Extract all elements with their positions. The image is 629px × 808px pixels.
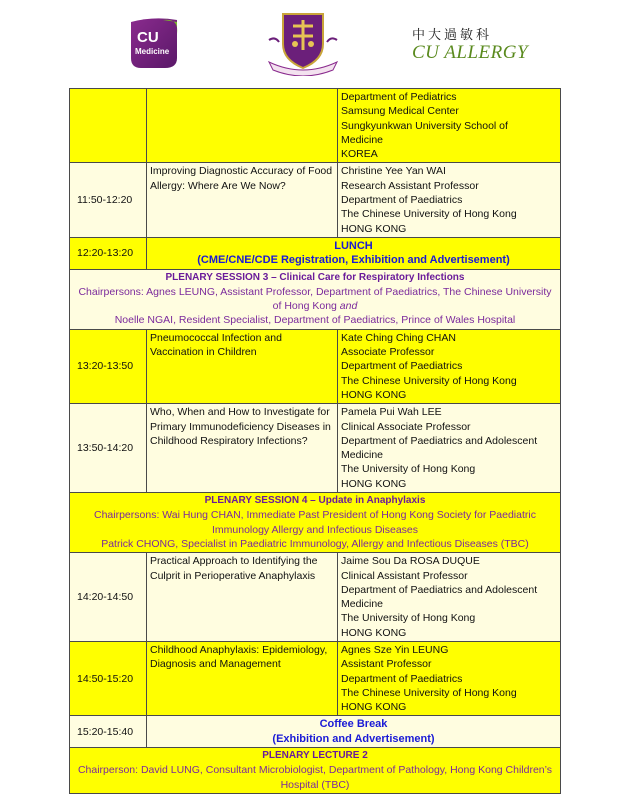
- coffee-cell: [147, 716, 561, 748]
- speaker-line: Kate Ching Ching CHAN: [341, 331, 456, 344]
- speaker-line: Department of Paediatrics and Adolescent: [341, 583, 538, 596]
- speaker-cell: [338, 163, 561, 237]
- table-row: [70, 493, 561, 553]
- session-header: [70, 269, 561, 329]
- speaker-line: Associate Professor: [341, 346, 435, 359]
- speaker-cell: [338, 89, 561, 163]
- speaker-line: Pamela Pui Wah LEE: [341, 406, 442, 419]
- topic-text: Pneumococcal Infection and Vaccination in Children: [150, 331, 282, 359]
- speaker-line: The Chinese University of Hong Kong: [341, 686, 517, 699]
- speaker-line: Medicine: [341, 449, 384, 462]
- svg-text:CU: CU: [137, 29, 159, 46]
- speaker-line: Medicine: [341, 133, 384, 146]
- topic-text: Childhood Anaphylaxis: Epidemiology, Diagnosis and Management: [150, 643, 328, 671]
- speaker-line: Medicine: [341, 598, 384, 611]
- speaker-cell: [338, 553, 561, 642]
- coffee-title: Coffee Break: [319, 718, 388, 731]
- session-chairs: Chairpersons: Wai Hung CHAN, Immediate Past President of Hong Kong Society for Paediatric Immunology Allergy and Infectious Diseases: [94, 509, 536, 536]
- speaker-line: Department of Paediatrics: [341, 360, 463, 373]
- speaker-line: HONG KONG: [341, 388, 407, 401]
- allergy-logo-chinese: 中大過敏科: [412, 28, 493, 43]
- speaker-line: The University of Hong Kong: [341, 612, 476, 625]
- time-cell: 14:50-15:20: [70, 641, 147, 715]
- table-row: [70, 163, 561, 237]
- svg-text:Medicine: Medicine: [135, 47, 170, 56]
- topic-text: Practical Approach to Identifying the Culprit in Perioperative Anaphylaxis: [150, 555, 318, 582]
- time-cell: 15:20-15:40: [70, 716, 147, 748]
- session-title: PLENARY SESSION 3 – Clinical Care for Respiratory Infections: [165, 271, 465, 283]
- session-header: [70, 493, 561, 553]
- speaker-line: HONG KONG: [341, 626, 407, 639]
- session-title: PLENARY SESSION 4 – Update in Anaphylaxis: [204, 495, 426, 507]
- topic-cell: [147, 329, 338, 403]
- topic-text: Improving Diagnostic Accuracy of Food Allergy: Where Are We Now?: [150, 165, 333, 192]
- programme-table: [69, 88, 561, 794]
- speaker-line: Department of Paediatrics: [341, 672, 463, 685]
- session-chairs: Patrick CHONG, Specialist in Paediatric Immunology, Allergy and Infectious Diseases (TBC): [101, 537, 529, 550]
- session-chairs: Chairpersons: Agnes LEUNG, Assistant Professor, Department of Paediatrics, The Chinese University of Hong Kong and: [78, 285, 552, 313]
- table-row: [70, 748, 561, 794]
- table-row: [70, 329, 561, 403]
- topic-cell: [147, 553, 338, 642]
- speaker-line: HONG KONG: [341, 222, 407, 235]
- speaker-line: Assistant Professor: [341, 658, 432, 671]
- speaker-cell: [338, 404, 561, 493]
- table-row: [70, 269, 561, 329]
- speaker-line: The Chinese University of Hong Kong: [341, 374, 517, 387]
- speaker-line: Jaime Sou Da ROSA DUQUE: [341, 555, 480, 568]
- speaker-line: The University of Hong Kong: [341, 463, 476, 476]
- topic-cell: [147, 404, 338, 493]
- topic-cell: [147, 89, 338, 163]
- header-logos: [0, 0, 629, 86]
- speaker-cell: [338, 641, 561, 715]
- lunch-cell: [147, 237, 561, 269]
- lunch-subtitle: (CME/CNE/CDE Registration, Exhibition and Advertisement): [197, 254, 510, 267]
- cu-allergy-logo: [412, 24, 542, 64]
- cu-medicine-logo: [127, 14, 181, 70]
- speaker-line: Clinical Assistant Professor: [341, 569, 468, 582]
- lecture-chair: Chairperson: David LUNG, Consultant Microbiologist, Department of Pathology, Hong Kong Children’s Hospital (TBC): [77, 764, 553, 791]
- session-header: [70, 748, 561, 794]
- coffee-subtitle: (Exhibition and Advertisement): [272, 732, 435, 745]
- time-cell: [70, 89, 147, 163]
- table-row: [70, 553, 561, 642]
- speaker-cell: [338, 329, 561, 403]
- topic-cell: [147, 163, 338, 237]
- topic-cell: [147, 641, 338, 715]
- lecture-title: PLENARY LECTURE 2: [262, 750, 368, 762]
- time-cell: 14:20-14:50: [70, 553, 147, 642]
- time-cell: 11:50-12:20: [70, 163, 147, 237]
- speaker-line: Clinical Associate Professor: [341, 420, 471, 433]
- session-chairs: Noelle NGAI, Resident Specialist, Department of Paediatrics, Prince of Wales Hospital: [114, 314, 516, 327]
- speaker-line: The Chinese University of Hong Kong: [341, 208, 517, 221]
- speaker-line: Sungkyunkwan University School of: [341, 119, 508, 132]
- lunch-title: LUNCH: [334, 239, 373, 252]
- speaker-line: Department of Pediatrics: [341, 91, 457, 103]
- speaker-line: Research Assistant Professor: [341, 179, 479, 192]
- table-row: [70, 404, 561, 493]
- table-row: [70, 237, 561, 269]
- speaker-line: HONG KONG: [341, 701, 407, 714]
- university-crest-logo: [263, 10, 343, 76]
- table-row: [70, 89, 561, 163]
- topic-text: Who, When and How to Investigate for Primary Immunodeficiency Diseases in Childhood Respiratory Infections?: [150, 406, 331, 447]
- speaker-line: Christine Yee Yan WAI: [341, 165, 446, 178]
- time-cell: 13:50-14:20: [70, 404, 147, 493]
- speaker-line: KOREA: [341, 148, 378, 161]
- speaker-line: HONG KONG: [341, 477, 407, 490]
- table-row: [70, 641, 561, 715]
- allergy-logo-english: CU ALLERGY: [412, 42, 529, 63]
- speaker-line: Agnes Sze Yin LEUNG: [341, 643, 449, 656]
- speaker-line: Samsung Medical Center: [341, 105, 459, 118]
- time-cell: 12:20-13:20: [70, 237, 147, 269]
- speaker-line: Department of Paediatrics: [341, 194, 463, 207]
- speaker-line: Department of Paediatrics and Adolescent: [341, 434, 538, 447]
- table-row: [70, 716, 561, 748]
- time-cell: 13:20-13:50: [70, 329, 147, 403]
